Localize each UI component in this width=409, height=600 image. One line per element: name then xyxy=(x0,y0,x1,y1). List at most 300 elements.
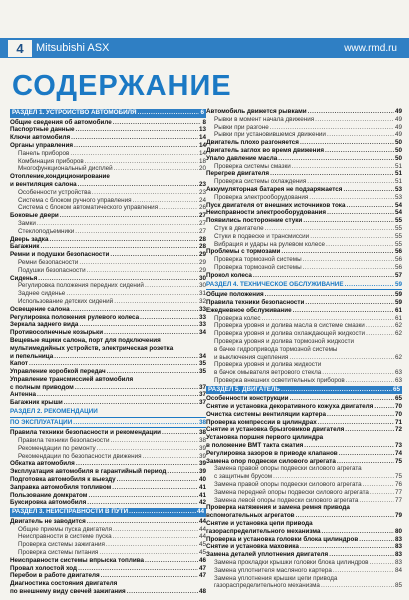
toc-page-number: 54 xyxy=(394,201,402,209)
toc-leader-dots xyxy=(305,299,394,307)
site-url: www.rmd.ru xyxy=(344,43,397,54)
toc-page-number: 56 xyxy=(394,248,402,256)
toc-entry-title: Замки xyxy=(18,219,36,227)
toc-entry xyxy=(10,368,206,376)
toc-page-number: 83 xyxy=(394,535,402,543)
toc-leader-dots xyxy=(145,282,198,290)
toc-page-number: 29 xyxy=(198,251,206,259)
toc-entry-title: в бачке гидропривода тормозной системы xyxy=(214,345,338,353)
toc-entry xyxy=(10,437,206,445)
toc-entry xyxy=(206,543,402,551)
toc-entry xyxy=(206,209,402,217)
toc-leader-dots xyxy=(310,233,394,241)
toc-leader-dots xyxy=(300,139,394,147)
toc-page-number: 48 xyxy=(198,588,206,595)
toc-entry xyxy=(206,582,402,590)
toc-leader-dots xyxy=(140,314,198,322)
toc-leader-dots xyxy=(114,165,198,173)
toc-entry xyxy=(206,465,402,473)
toc-page-number: 39 xyxy=(198,452,206,460)
toc-entry-title: Регулировка положения передних сидений xyxy=(18,282,144,290)
toc-entry-title: Ключи автомобиля xyxy=(10,134,71,142)
toc-entry xyxy=(206,434,402,442)
toc-entry-title: Проверка внешних осветительных приборов xyxy=(214,376,345,384)
toc-entry-title: в положение ВМТ такта сжатия xyxy=(206,442,304,450)
toc-entry xyxy=(10,549,206,557)
toc-leader-dots xyxy=(300,543,394,551)
toc-entry-title: Проверка системы зажигания xyxy=(18,541,105,549)
toc-entry-title: Эксплуатация автомобиля в гарантийный период xyxy=(10,468,167,476)
toc-page-number: 59 xyxy=(394,298,402,306)
toc-page-number: 44 xyxy=(198,533,206,541)
toc-entry xyxy=(10,391,206,399)
toc-page-number: 84 xyxy=(394,566,402,574)
toc-leader-dots xyxy=(87,267,198,275)
toc-entry xyxy=(206,217,402,225)
toc-page-number: 38 xyxy=(198,437,206,445)
toc-entry xyxy=(206,291,402,299)
toc-page-number: 39 xyxy=(198,468,206,476)
toc-page-number: 30 xyxy=(198,274,206,282)
toc-entry xyxy=(206,124,402,132)
toc-entry xyxy=(10,314,206,322)
toc-entry xyxy=(206,442,402,450)
toc-leader-dots xyxy=(359,497,394,505)
toc-page-number: 27 xyxy=(198,219,206,227)
toc-leader-dots xyxy=(265,225,394,233)
toc-entry-title: Особенности устройства xyxy=(18,188,91,196)
toc-page-number: 37 xyxy=(198,391,206,399)
toc-page-number: 59 xyxy=(394,280,402,288)
toc-entry-title: Использование детских сидений xyxy=(18,297,114,305)
toc-entry-title: Замена правой опоры подвески силового агрегата xyxy=(214,481,362,489)
toc-entry-title: Багажник крыши xyxy=(10,399,63,407)
toc-entry-title: вспомогательных агрегатов xyxy=(206,512,295,520)
toc-entry-title: Регулировка зазоров в приводе клапанов xyxy=(206,449,338,457)
toc-entry xyxy=(10,376,206,384)
toc-leader-dots xyxy=(326,241,394,249)
toc-entry-title: Стук в двигателе xyxy=(214,224,264,232)
toc-entry xyxy=(10,197,206,205)
toc-page-number: 23 xyxy=(198,180,206,188)
toc-entry-title: с защитным брусом xyxy=(214,473,273,481)
toc-entry xyxy=(10,150,206,158)
toc-entry xyxy=(206,178,402,186)
toc-page-number: 50 xyxy=(394,146,402,154)
toc-page-number: 83 xyxy=(394,559,402,567)
toc-entry xyxy=(10,460,206,468)
toc-entry xyxy=(206,108,402,116)
toc-entry-title: Багажник xyxy=(10,243,40,251)
toc-page-number: 35 xyxy=(198,368,206,376)
toc-entry-title: Паспортные данные xyxy=(10,126,75,134)
toc-leader-dots xyxy=(303,217,394,225)
toc-entry xyxy=(10,541,206,549)
toc-page-number: 49 xyxy=(394,115,402,123)
toc-page-number: 59 xyxy=(394,291,402,299)
toc-leader-dots xyxy=(71,134,198,142)
toc-entry xyxy=(206,536,402,544)
toc-page-number: 46 xyxy=(198,556,206,564)
toc-entry xyxy=(206,299,402,307)
toc-page-number: 33 xyxy=(198,305,206,313)
toc-leader-dots xyxy=(97,445,198,453)
toc-entry xyxy=(206,559,402,567)
toc-entry xyxy=(10,453,206,461)
toc-entry-title: Двигатель заглох во время движения xyxy=(206,146,325,154)
toc-leader-dots xyxy=(325,147,394,155)
toc-entry xyxy=(206,256,402,264)
toc-page-number: 34 xyxy=(198,329,206,337)
toc-leader-dots xyxy=(110,251,198,259)
toc-entry xyxy=(10,337,206,345)
toc-page-number: 33 xyxy=(198,313,206,321)
toc-entry xyxy=(10,275,206,283)
toc-leader-dots xyxy=(64,399,198,407)
toc-page-number: 83 xyxy=(394,551,402,559)
toc-entry-title: Освещение салона xyxy=(10,305,70,313)
toc-entry-title: Противосолнечные козырьки xyxy=(10,329,104,337)
toc-page-number: 55 xyxy=(394,240,402,248)
toc-entry xyxy=(206,361,402,369)
toc-page-number: 80 xyxy=(394,527,402,535)
toc-entry-title: Замена передней опоры подвески силового агрегата xyxy=(214,488,369,496)
toc-entry-title: Особенности конструкции xyxy=(206,395,289,403)
toc-leader-dots xyxy=(54,353,198,361)
toc-page-number: 6 xyxy=(200,109,204,116)
toc-page-number: 41 xyxy=(198,483,206,491)
toc-entry-title: Проверка уровня и долива жидкости xyxy=(214,361,322,369)
toc-page-number: 50 xyxy=(394,139,402,147)
toc-page-number: 65 xyxy=(392,385,400,393)
toc-leader-dots xyxy=(87,518,198,526)
toc-leader-dots xyxy=(127,588,198,596)
toc-entry-title: и выключения сцепления xyxy=(214,353,289,361)
toc-page-number: 28 xyxy=(198,243,206,251)
toc-entry xyxy=(206,395,402,403)
toc-entry-title: Проверка системы питания xyxy=(18,549,99,557)
toc-entry-title: Вещевые ящики салона, порт для подключения xyxy=(10,336,161,344)
toc-page-number: 74 xyxy=(394,449,402,457)
toc-entry-title: Ремни и подушки безопасности xyxy=(10,251,110,259)
page-title: СОДЕРЖАНИЕ xyxy=(12,70,232,102)
toc-page-number: 49 xyxy=(394,108,402,115)
toc-entry xyxy=(206,567,402,575)
toc-entry xyxy=(206,241,402,249)
toc-entry-title: Замена правой опоры подвески силового агрегата xyxy=(214,465,362,473)
toc-entry-title: Комбинация приборов xyxy=(18,157,84,165)
toc-entry xyxy=(10,220,206,228)
toc-entry-title: Упало давление масла xyxy=(206,154,278,162)
toc-entry-title: Проверка уровня и долива охлаждающей жидкости xyxy=(214,330,366,338)
toc-entry xyxy=(206,497,402,505)
toc-entry xyxy=(10,445,206,453)
toc-entry xyxy=(206,194,402,202)
toc-page-number: 8 xyxy=(202,118,206,126)
toc-page-number: 62 xyxy=(394,322,402,330)
toc-page-number: 34 xyxy=(198,352,206,360)
toc-entry-title: Правила техники безопасности xyxy=(206,298,305,306)
toc-page-number: 51 xyxy=(394,178,402,186)
toc-page-number: 77 xyxy=(394,496,402,504)
toc-entry xyxy=(10,557,206,565)
toc-entry-title: Рывки при разгоне xyxy=(214,123,269,131)
toc-page-number: 20 xyxy=(198,165,206,173)
toc-entry xyxy=(10,282,206,290)
toc-leader-dots xyxy=(145,557,198,565)
toc-entry-title: РАЗДЕЛ 2. РЕКОМЕНДАЦИИ xyxy=(10,408,98,416)
toc-page-number: 71 xyxy=(394,418,402,426)
toc-entry xyxy=(206,155,402,163)
toc-entry-title: Неисправности системы впрыска топлива xyxy=(10,556,144,564)
toc-page-number: 55 xyxy=(394,232,402,240)
toc-entry xyxy=(10,345,206,353)
toc-page-number: 63 xyxy=(394,369,402,377)
toc-entry-title: Сиденья xyxy=(10,274,38,282)
toc-entry-title: Снятие и установка декоративного кожуха двигателя xyxy=(206,403,374,411)
toc-leader-dots xyxy=(37,220,198,228)
toc-entry-title: Установка поршня первого цилиндра xyxy=(206,434,324,442)
toc-page-number: 35 xyxy=(198,360,206,368)
toc-leader-dots xyxy=(296,512,394,520)
toc-entry xyxy=(206,163,402,171)
toc-entry-title: Система с блоком автоматического управления xyxy=(18,204,159,212)
toc-leader-dots xyxy=(38,275,198,283)
toc-entry-title: Неисправности электрооборудования xyxy=(206,209,327,217)
toc-entry xyxy=(206,551,402,559)
toc-entry-title: Общие приемы пуска двигателя xyxy=(18,525,113,533)
toc-entry-title: Заднее сиденье xyxy=(18,290,66,298)
toc-page-number: 24 xyxy=(198,196,206,204)
toc-leader-dots xyxy=(327,209,394,217)
toc-entry-title: Проблемы с тормозами xyxy=(206,248,281,256)
toc-entry-title: Органы управления xyxy=(10,141,74,149)
toc-leader-dots xyxy=(253,272,394,280)
toc-entry xyxy=(206,489,402,497)
toc-entry-title: Проверка тормозной системы xyxy=(214,256,302,264)
toc-entry-title: газораспределительного механизма xyxy=(206,527,321,535)
toc-entry-title: Замена прокладки крышки головки блока цилиндров xyxy=(214,559,369,567)
toc-entry xyxy=(10,580,206,588)
toc-page-number: 61 xyxy=(394,306,402,314)
toc-leader-dots xyxy=(346,202,394,210)
toc-entry-title: Замена деталей уплотнения двигателя xyxy=(206,551,329,559)
toc-entry xyxy=(206,315,402,323)
toc-page-number: 37 xyxy=(198,383,206,391)
toc-page-number: 49 xyxy=(394,123,402,131)
toc-page-number: 53 xyxy=(394,185,402,193)
toc-leader-dots xyxy=(370,489,394,497)
toc-entry-title: Перегрев двигателя xyxy=(206,170,270,178)
toc-entry xyxy=(206,131,402,139)
toc-leader-dots xyxy=(113,526,198,534)
toc-entry xyxy=(10,173,206,181)
toc-leader-dots xyxy=(290,395,394,403)
toc-entry xyxy=(206,248,402,256)
toc-entry xyxy=(10,189,206,197)
toc-entry xyxy=(206,504,402,512)
toc-entry xyxy=(206,116,402,124)
toc-page-number: 75 xyxy=(394,473,402,481)
toc-entry xyxy=(206,202,402,210)
toc-leader-dots xyxy=(307,178,394,186)
toc-entry xyxy=(206,426,402,434)
toc-leader-dots xyxy=(304,442,394,450)
toc-entry xyxy=(10,165,206,173)
toc-page-number: 49 xyxy=(394,131,402,139)
toc-entry xyxy=(10,204,206,212)
toc-leader-dots xyxy=(374,403,394,411)
toc-section-heading xyxy=(10,109,206,118)
toc-page-number: 27 xyxy=(198,227,206,235)
toc-leader-dots xyxy=(322,369,394,377)
toc-entry-title: в бачок омывателя ветрового стекла xyxy=(214,369,322,377)
toc-entry-title: Пользование домкратом xyxy=(10,491,88,499)
toc-entry xyxy=(206,330,402,338)
toc-entry-title: Система с блоком ручного управления xyxy=(18,196,132,204)
toc-entry xyxy=(206,411,402,419)
toc-entry xyxy=(10,588,206,596)
toc-entry-title: Проверка натяжения и замена ремня привода xyxy=(206,504,350,512)
toc-entry xyxy=(10,267,206,275)
toc-entry xyxy=(206,458,402,466)
toc-entry-title: Правила техники безопасности и рекомендации xyxy=(10,429,161,437)
toc-entry-title: Отопление,кондиционирование xyxy=(10,173,110,181)
toc-leader-dots xyxy=(337,458,394,466)
toc-page-number: 61 xyxy=(394,314,402,322)
toc-entry xyxy=(10,158,206,166)
toc-entry-title: Рекомендации по безопасности движения xyxy=(18,452,142,460)
toc-entry xyxy=(10,126,206,134)
toc-leader-dots xyxy=(321,528,394,536)
toc-leader-dots xyxy=(293,307,394,315)
toc-leader-dots xyxy=(114,298,198,306)
toc-page-number: 77 xyxy=(394,488,402,496)
toc-entry xyxy=(206,528,402,536)
toc-leader-dots xyxy=(309,194,394,202)
toc-leader-dots xyxy=(370,559,394,567)
toc-leader-dots xyxy=(303,256,394,264)
toc-leader-dots xyxy=(87,499,198,507)
toc-entry xyxy=(10,228,206,236)
toc-leader-dots xyxy=(79,259,198,267)
toc-entry xyxy=(10,565,206,573)
toc-entry xyxy=(10,236,206,244)
toc-page-number: 62 xyxy=(394,330,402,338)
toc-leader-dots xyxy=(292,163,394,171)
toc-left-column xyxy=(10,108,206,596)
toc-entry-title: Двигатель не заводится xyxy=(10,517,86,525)
toc-page-number: 13 xyxy=(198,126,206,134)
toc-entry-title: Стуки в подвеске и трансмиссии xyxy=(214,232,310,240)
toc-entry-title: с полным приводом xyxy=(10,383,74,391)
toc-page-number: 44 xyxy=(198,517,206,525)
toc-page-number: 53 xyxy=(394,193,402,201)
brand-label: Mitsubishi ASX xyxy=(36,42,110,54)
toc-entry-title: Регулировка положения рулевого колеса xyxy=(10,313,140,321)
toc-entry-title: Вибрация и удары на рулевом колесе xyxy=(214,240,325,248)
toc-page-number: 45 xyxy=(198,549,206,557)
toc-leader-dots xyxy=(117,476,198,484)
toc-entry-title: Буксировка автомобиля xyxy=(10,499,87,507)
toc-entry xyxy=(10,321,206,329)
toc-entry-title: Зеркала заднего вида xyxy=(10,321,79,329)
toc-page-number: 50 xyxy=(394,154,402,162)
toc-entry xyxy=(10,134,206,142)
toc-entry-title: Боковые двери xyxy=(10,212,59,220)
toc-leader-dots xyxy=(159,204,198,212)
toc-page-number: 51 xyxy=(394,170,402,178)
toc-leader-dots xyxy=(99,549,198,557)
toc-entry-title: мультимедийных устройств, электрическая розетка xyxy=(10,344,174,352)
toc-entry-title: Заправка автомобиля топливом xyxy=(10,483,112,491)
toc-leader-dots xyxy=(327,411,394,419)
toc-entry xyxy=(206,170,402,178)
toc-page-number: 14 xyxy=(198,134,206,142)
toc-entry-title: ПО ЭКСПЛУАТАЦИИ xyxy=(10,418,73,426)
toc-leader-dots xyxy=(37,391,198,399)
toc-leader-dots xyxy=(327,131,394,139)
toc-page-number: 63 xyxy=(394,376,402,384)
toc-entry xyxy=(10,212,206,220)
toc-entry xyxy=(10,353,206,361)
toc-entry-title: Неисправности в системе пуска xyxy=(18,533,112,541)
toc-entry xyxy=(10,329,206,337)
toc-entry xyxy=(10,251,206,259)
header-bar xyxy=(0,38,409,58)
toc-entry-title: Управление коробкой передач xyxy=(10,368,106,376)
toc-leader-dots xyxy=(110,437,198,445)
toc-page-number: 18 xyxy=(198,157,206,165)
toc-page-number: 14 xyxy=(198,141,206,149)
toc-entry-title: Проверка тормозной системы xyxy=(214,263,302,271)
toc-page-number: 41 xyxy=(198,491,206,499)
toc-entry-title: Стеклоподъемники xyxy=(18,227,75,235)
toc-leader-dots xyxy=(270,124,394,132)
toc-entry-title: Двигатель плохо разгоняется xyxy=(206,139,299,147)
toc-entry xyxy=(206,346,402,354)
toc-page-number: 75 xyxy=(394,457,402,465)
toc-page-number: 14 xyxy=(198,149,206,157)
toc-page-number: 65 xyxy=(394,395,402,403)
toc-entry xyxy=(10,476,206,484)
toc-entry-title: Проверка уровня и долива масла в системе смазки xyxy=(214,322,365,330)
toc-leader-dots xyxy=(346,377,394,385)
toc-entry-title: Замена уплотнения крышки цепи привода xyxy=(214,574,338,582)
toc-entry-title: Диагностика состояния двигателя xyxy=(10,580,118,588)
toc-leader-dots xyxy=(40,243,198,251)
toc-page-number: 26 xyxy=(198,204,206,212)
toc-entry-title: и пепельница xyxy=(10,352,54,360)
toc-page-number: 39 xyxy=(198,444,206,452)
toc-entry-title: Общие сведения об автомобиле xyxy=(10,118,112,126)
toc-entry xyxy=(10,492,206,500)
toc-entry xyxy=(206,403,402,411)
toc-leader-dots xyxy=(73,419,198,428)
toc-page-number: 56 xyxy=(394,256,402,264)
toc-entry-title: РАЗДЕЛ 5. ДВИГАТЕЛЬ xyxy=(208,385,280,393)
toc-section-heading xyxy=(10,419,206,429)
toc-entry-title: Автомобиль движется рывками xyxy=(206,108,307,115)
toc-page-number: 55 xyxy=(394,217,402,225)
toc-entry xyxy=(10,306,206,314)
toc-leader-dots xyxy=(113,119,202,127)
toc-leader-dots xyxy=(79,321,198,329)
toc-leader-dots xyxy=(308,108,394,116)
toc-leader-dots xyxy=(78,565,198,573)
toc-leader-dots xyxy=(74,142,198,150)
toc-entry-title: Снятие и установка цепи привода xyxy=(206,520,313,528)
